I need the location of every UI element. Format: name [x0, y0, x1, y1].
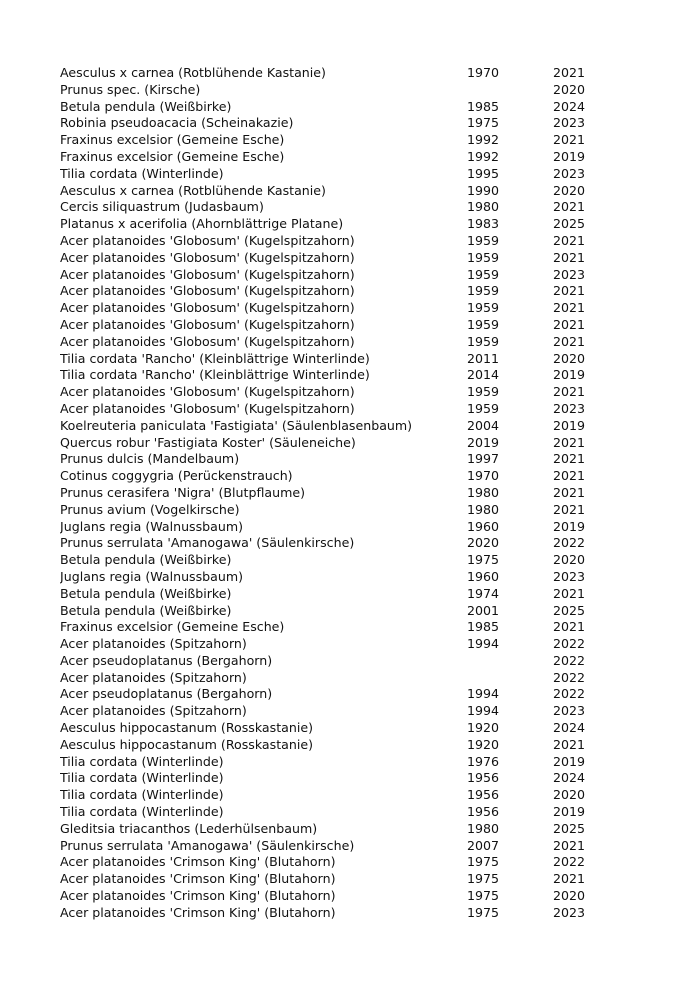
- tree-species-cell: Tilia cordata (Winterlinde): [60, 770, 224, 786]
- planting-year-cell: 1975: [467, 115, 500, 131]
- tree-species-cell: Acer platanoides (Spitzahorn): [60, 669, 247, 685]
- planting-year-cell: 2020: [467, 535, 500, 551]
- inspection-year-cell: 2020: [553, 81, 586, 97]
- inspection-year-cell: 2023: [553, 400, 586, 416]
- table-row: [60, 351, 600, 368]
- table-row: [60, 401, 600, 418]
- table-row: [60, 586, 600, 603]
- inspection-year-cell: 2021: [553, 249, 586, 265]
- inspection-year-cell: 2020: [553, 182, 586, 198]
- planting-year-cell: 1959: [467, 316, 500, 332]
- tree-table-body: [60, 65, 600, 922]
- table-row: [60, 804, 600, 821]
- table-row: [60, 183, 600, 200]
- table-row: [60, 233, 600, 250]
- tree-species-cell: Aesculus hippocastanum (Rosskastanie): [60, 720, 313, 736]
- planting-year-cell: 1960: [467, 568, 500, 584]
- table-row: [60, 838, 600, 855]
- table-row: [60, 737, 600, 754]
- planting-year-cell: 1959: [467, 232, 500, 248]
- inspection-year-cell: 2025: [553, 216, 586, 232]
- tree-species-cell: Acer platanoides 'Globosum' (Kugelspitzahorn): [60, 300, 355, 316]
- table-row: [60, 888, 600, 905]
- tree-species-cell: Tilia cordata 'Rancho' (Kleinblättrige Winterlinde): [60, 350, 370, 366]
- planting-year-cell: 1980: [467, 820, 500, 836]
- inspection-year-cell: 2021: [553, 468, 586, 484]
- inspection-year-cell: 2022: [553, 686, 586, 702]
- planting-year-cell: 1960: [467, 518, 500, 534]
- planting-year-cell: 1994: [467, 686, 500, 702]
- inspection-year-cell: 2025: [553, 820, 586, 836]
- table-row: [60, 166, 600, 183]
- planting-year-cell: 1975: [467, 888, 500, 904]
- table-row: [60, 435, 600, 452]
- table-row: [60, 99, 600, 116]
- inspection-year-cell: 2021: [553, 501, 586, 517]
- planting-year-cell: 2019: [467, 434, 500, 450]
- inspection-year-cell: 2021: [553, 300, 586, 316]
- planting-year-cell: 1959: [467, 266, 500, 282]
- table-row: [60, 821, 600, 838]
- tree-species-cell: Acer platanoides 'Globosum' (Kugelspitzahorn): [60, 316, 355, 332]
- planting-year-cell: [467, 670, 553, 687]
- table-row: [60, 267, 600, 284]
- table-row: [60, 686, 600, 703]
- planting-year-cell: 2011: [467, 350, 500, 366]
- tree-species-cell: Quercus robur 'Fastigiata Koster' (Säuleneiche): [60, 434, 356, 450]
- inspection-year-cell: 2023: [553, 266, 586, 282]
- tree-species-cell: Acer platanoides 'Globosum' (Kugelspitzahorn): [60, 384, 355, 400]
- inspection-year-cell: 2022: [553, 636, 586, 652]
- planting-year-cell: 2007: [467, 837, 500, 853]
- planting-year-cell: 1959: [467, 300, 500, 316]
- table-row: [60, 250, 600, 267]
- planting-year-cell: 1980: [467, 501, 500, 517]
- table-row: [60, 334, 600, 351]
- planting-year-cell: 1992: [467, 148, 500, 164]
- tree-species-cell: Robinia pseudoacacia (Scheinakazie): [60, 115, 294, 131]
- tree-species-cell: Fraxinus excelsior (Gemeine Esche): [60, 148, 285, 164]
- inspection-year-cell: 2024: [553, 770, 586, 786]
- inspection-year-cell: 2021: [553, 484, 586, 500]
- planting-year-cell: 1994: [467, 636, 500, 652]
- table-row: [60, 603, 600, 620]
- tree-species-cell: Prunus serrulata 'Amanogawa' (Säulenkirsche): [60, 837, 355, 853]
- tree-species-cell: Acer platanoides 'Crimson King' (Blutahorn): [60, 854, 336, 870]
- planting-year-cell: 1974: [467, 585, 500, 601]
- planting-year-cell: 1995: [467, 165, 500, 181]
- table-row: [60, 300, 600, 317]
- table-row: [60, 636, 600, 653]
- inspection-year-cell: 2021: [553, 333, 586, 349]
- planting-year-cell: 1956: [467, 804, 500, 820]
- inspection-year-cell: 2022: [553, 535, 586, 551]
- planting-year-cell: 1980: [467, 199, 500, 215]
- planting-year-cell: 1983: [467, 216, 500, 232]
- table-row: [60, 149, 600, 166]
- inspection-year-cell: 2019: [553, 753, 586, 769]
- tree-species-cell: Acer platanoides 'Globosum' (Kugelspitzahorn): [60, 232, 355, 248]
- tree-species-cell: Betula pendula (Weißbirke): [60, 98, 232, 114]
- inspection-year-cell: 2021: [553, 585, 586, 601]
- planting-year-cell: 1975: [467, 871, 500, 887]
- tree-species-cell: Juglans regia (Walnussbaum): [60, 518, 244, 534]
- planting-year-cell: 1985: [467, 619, 500, 635]
- inspection-year-cell: 2021: [553, 837, 586, 853]
- table-row: [60, 451, 600, 468]
- tree-species-cell: Fraxinus excelsior (Gemeine Esche): [60, 132, 285, 148]
- tree-species-cell: Acer platanoides 'Crimson King' (Blutahorn): [60, 871, 336, 887]
- table-row: [60, 199, 600, 216]
- tree-species-cell: Prunus dulcis (Mandelbaum): [60, 451, 240, 467]
- planting-year-cell: 1975: [467, 552, 500, 568]
- table-row: [60, 569, 600, 586]
- planting-year-cell: 1975: [467, 904, 500, 920]
- table-row: [60, 653, 600, 670]
- planting-year-cell: 1975: [467, 854, 500, 870]
- table-row: [60, 703, 600, 720]
- inspection-year-cell: 2025: [553, 602, 586, 618]
- table-row: [60, 535, 600, 552]
- planting-year-cell: 1959: [467, 249, 500, 265]
- table-row: [60, 65, 600, 82]
- table-row: [60, 502, 600, 519]
- tree-species-cell: Acer platanoides 'Globosum' (Kugelspitzahorn): [60, 333, 355, 349]
- table-row: [60, 367, 600, 384]
- inspection-year-cell: 2023: [553, 165, 586, 181]
- inspection-year-cell: 2021: [553, 232, 586, 248]
- table-row: [60, 132, 600, 149]
- inspection-year-cell: 2021: [553, 451, 586, 467]
- planting-year-cell: 1980: [467, 484, 500, 500]
- table-row: [60, 871, 600, 888]
- inspection-year-cell: 2023: [553, 568, 586, 584]
- inspection-year-cell: 2020: [553, 350, 586, 366]
- inspection-year-cell: 2019: [553, 367, 586, 383]
- planting-year-cell: 1997: [467, 451, 500, 467]
- planting-year-cell: 1959: [467, 333, 500, 349]
- planting-year-cell: 1959: [467, 283, 500, 299]
- planting-year-cell: 1970: [467, 65, 500, 80]
- inspection-year-cell: 2021: [553, 199, 586, 215]
- planting-year-cell: [467, 82, 553, 99]
- table-row: [60, 82, 600, 99]
- table-row: [60, 519, 600, 536]
- planting-year-cell: 2004: [467, 417, 500, 433]
- tree-species-cell: Juglans regia (Walnussbaum): [60, 568, 244, 584]
- tree-species-cell: Betula pendula (Weißbirke): [60, 585, 232, 601]
- inspection-year-cell: 2022: [553, 652, 586, 668]
- tree-species-cell: Cotinus coggygria (Perückenstrauch): [60, 468, 293, 484]
- table-row: [60, 770, 600, 787]
- tree-species-cell: Acer pseudoplatanus (Bergahorn): [60, 652, 273, 668]
- tree-species-cell: Prunus serrulata 'Amanogawa' (Säulenkirsche): [60, 535, 355, 551]
- tree-species-cell: Tilia cordata (Winterlinde): [60, 165, 224, 181]
- inspection-year-cell: 2022: [553, 669, 586, 685]
- table-row: [60, 552, 600, 569]
- inspection-year-cell: 2022: [553, 854, 586, 870]
- planting-year-cell: 1994: [467, 703, 500, 719]
- tree-species-cell: Tilia cordata (Winterlinde): [60, 804, 224, 820]
- inspection-year-cell: 2023: [553, 904, 586, 920]
- tree-species-cell: Acer platanoides (Spitzahorn): [60, 703, 247, 719]
- planting-year-cell: 1992: [467, 132, 500, 148]
- inspection-year-cell: 2024: [553, 98, 586, 114]
- table-row: [60, 854, 600, 871]
- tree-species-cell: Prunus avium (Vogelkirsche): [60, 501, 240, 517]
- inspection-year-cell: 2021: [553, 619, 586, 635]
- tree-species-cell: Gleditsia triacanthos (Lederhülsenbaum): [60, 820, 318, 836]
- table-row: [60, 670, 600, 687]
- inspection-year-cell: 2023: [553, 703, 586, 719]
- planting-year-cell: 2001: [467, 602, 500, 618]
- table-row: [60, 485, 600, 502]
- planting-year-cell: [467, 653, 553, 670]
- inspection-year-cell: 2021: [553, 283, 586, 299]
- tree-species-cell: Platanus x acerifolia (Ahornblättrige Platane): [60, 216, 344, 232]
- inspection-year-cell: 2019: [553, 148, 586, 164]
- tree-species-cell: Prunus spec. (Kirsche): [60, 81, 201, 97]
- tree-species-cell: Acer platanoides 'Globosum' (Kugelspitzahorn): [60, 266, 355, 282]
- inspection-year-cell: 2021: [553, 65, 586, 80]
- tree-species-cell: Betula pendula (Weißbirke): [60, 602, 232, 618]
- planting-year-cell: 1920: [467, 720, 500, 736]
- planting-year-cell: 1985: [467, 98, 500, 114]
- inspection-year-cell: 2019: [553, 804, 586, 820]
- inspection-year-cell: 2023: [553, 115, 586, 131]
- tree-table: [60, 65, 600, 922]
- tree-species-cell: Acer pseudoplatanus (Bergahorn): [60, 686, 273, 702]
- table-row: [60, 468, 600, 485]
- planting-year-cell: 1956: [467, 787, 500, 803]
- inspection-year-cell: 2020: [553, 787, 586, 803]
- tree-species-cell: Acer platanoides 'Crimson King' (Blutahorn): [60, 904, 336, 920]
- table-row: [60, 418, 600, 435]
- inspection-year-cell: 2021: [553, 736, 586, 752]
- tree-species-cell: Acer platanoides 'Globosum' (Kugelspitzahorn): [60, 283, 355, 299]
- table-row: [60, 283, 600, 300]
- tree-species-cell: Acer platanoides (Spitzahorn): [60, 636, 247, 652]
- tree-species-cell: Tilia cordata 'Rancho' (Kleinblättrige Winterlinde): [60, 367, 370, 383]
- tree-species-cell: Aesculus x carnea (Rotblühende Kastanie): [60, 65, 326, 80]
- tree-species-cell: Tilia cordata (Winterlinde): [60, 787, 224, 803]
- inspection-year-cell: 2024: [553, 720, 586, 736]
- tree-species-cell: Fraxinus excelsior (Gemeine Esche): [60, 619, 285, 635]
- table-row: [60, 619, 600, 636]
- inspection-year-cell: 2019: [553, 417, 586, 433]
- table-row: [60, 905, 600, 922]
- tree-species-cell: Prunus cerasifera 'Nigra' (Blutpflaume): [60, 484, 306, 500]
- tree-species-cell: Acer platanoides 'Globosum' (Kugelspitzahorn): [60, 400, 355, 416]
- tree-species-cell: Acer platanoides 'Globosum' (Kugelspitzahorn): [60, 249, 355, 265]
- table-row: [60, 317, 600, 334]
- table-row: [60, 216, 600, 233]
- planting-year-cell: 1970: [467, 468, 500, 484]
- planting-year-cell: 1956: [467, 770, 500, 786]
- inspection-year-cell: 2021: [553, 871, 586, 887]
- planting-year-cell: 1959: [467, 384, 500, 400]
- planting-year-cell: 1959: [467, 400, 500, 416]
- planting-year-cell: 1920: [467, 736, 500, 752]
- planting-year-cell: 1990: [467, 182, 500, 198]
- tree-species-cell: Acer platanoides 'Crimson King' (Blutahorn): [60, 888, 336, 904]
- inspection-year-cell: 2020: [553, 552, 586, 568]
- table-row: [60, 115, 600, 132]
- table-row: [60, 754, 600, 771]
- tree-species-cell: Betula pendula (Weißbirke): [60, 552, 232, 568]
- planting-year-cell: 1976: [467, 753, 500, 769]
- planting-year-cell: 2014: [467, 367, 500, 383]
- table-row: [60, 720, 600, 737]
- inspection-year-cell: 2021: [553, 434, 586, 450]
- table-row: [60, 787, 600, 804]
- inspection-year-cell: 2020: [553, 888, 586, 904]
- tree-species-cell: Aesculus x carnea (Rotblühende Kastanie): [60, 182, 326, 198]
- inspection-year-cell: 2021: [553, 316, 586, 332]
- tree-species-cell: Koelreuteria paniculata 'Fastigiata' (Säulenblasenbaum): [60, 417, 413, 433]
- table-row: [60, 384, 600, 401]
- tree-species-cell: Tilia cordata (Winterlinde): [60, 753, 224, 769]
- tree-species-cell: Cercis siliquastrum (Judasbaum): [60, 199, 264, 215]
- inspection-year-cell: 2021: [553, 132, 586, 148]
- tree-species-cell: Aesculus hippocastanum (Rosskastanie): [60, 736, 313, 752]
- inspection-year-cell: 2019: [553, 518, 586, 534]
- inspection-year-cell: 2021: [553, 384, 586, 400]
